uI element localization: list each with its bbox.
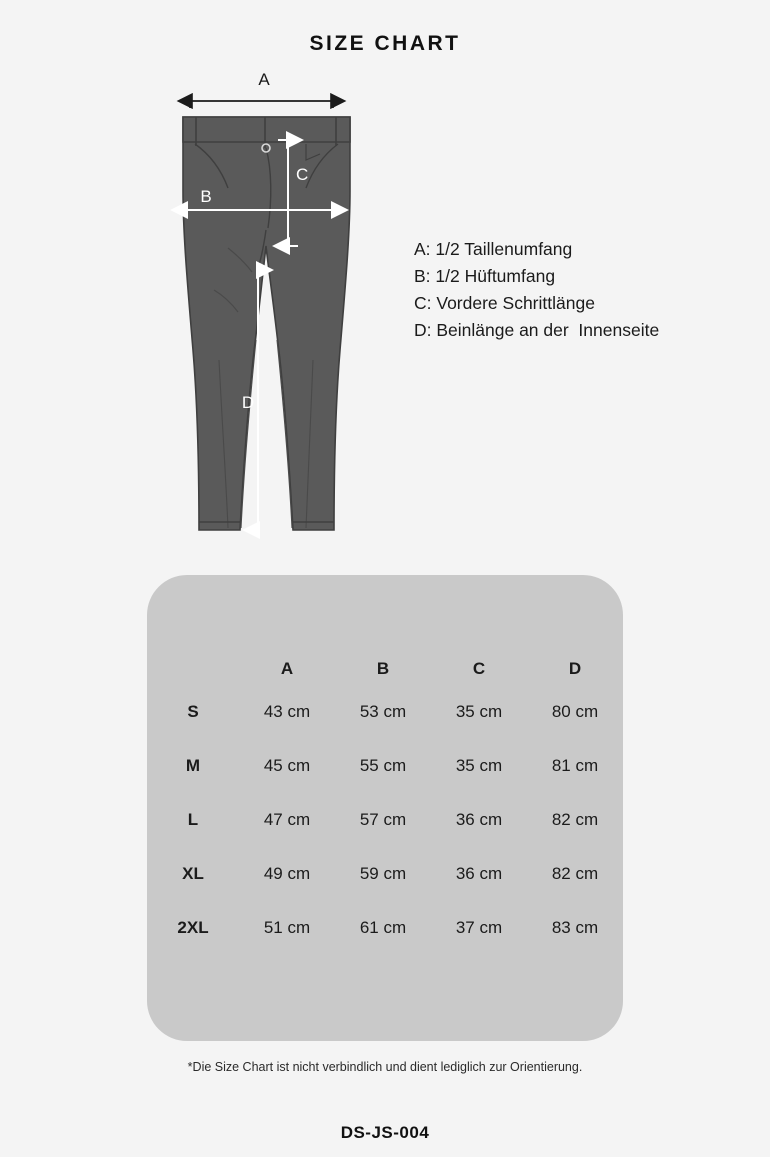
table-header-row (147, 575, 623, 685)
size-table (147, 575, 623, 955)
table-header-b: B (376, 659, 390, 678)
page-title: SIZE CHART (309, 32, 461, 55)
row-size-label: XL (182, 864, 204, 883)
cell-a: 49 cm (263, 864, 311, 883)
row-size-label: M (185, 756, 201, 775)
footnote: *Die Size Chart ist nicht verbindlich und dient lediglich zur Orientierung. (187, 1060, 583, 1074)
cell-a: 47 cm (263, 810, 311, 829)
product-code: DS-JS-004 (340, 1123, 430, 1142)
legend-item-c: C: Vordere Schrittlänge (414, 293, 595, 313)
cell-a: 51 cm (263, 918, 311, 937)
jeans-shape (183, 117, 350, 530)
row-size-label: S (187, 702, 199, 721)
table-header-d: D (568, 659, 582, 678)
cell-d: 82 cm (551, 810, 599, 829)
cell-d: 82 cm (551, 864, 599, 883)
table-row (147, 793, 623, 847)
label-a: A (258, 70, 270, 89)
legend (414, 236, 744, 344)
table-row (147, 739, 623, 793)
legend-item-a: A: 1/2 Taillenumfang (414, 239, 573, 259)
cell-d: 83 cm (551, 918, 599, 937)
label-c: C (296, 165, 309, 184)
cell-a: 43 cm (263, 702, 311, 721)
cell-c: 37 cm (455, 918, 503, 937)
cell-b: 61 cm (359, 918, 407, 937)
cell-c: 35 cm (455, 756, 503, 775)
table-row (147, 847, 623, 901)
cell-b: 57 cm (359, 810, 407, 829)
cell-d: 80 cm (551, 702, 599, 721)
table-header-a: A (280, 659, 294, 678)
cell-b: 55 cm (359, 756, 407, 775)
label-b: B (200, 187, 212, 206)
row-size-label: L (187, 810, 199, 829)
legend-item-d: D: Beinlänge an der Innenseite (414, 320, 660, 340)
cell-c: 36 cm (455, 810, 503, 829)
label-d: D (241, 393, 255, 412)
cell-b: 59 cm (359, 864, 407, 883)
table-row (147, 685, 623, 739)
cell-c: 36 cm (455, 864, 503, 883)
row-size-label: 2XL (177, 918, 209, 937)
table-row (147, 901, 623, 955)
cell-b: 53 cm (359, 702, 407, 721)
legend-item-b: B: 1/2 Hüftumfang (414, 266, 556, 286)
table-corner-cell (147, 575, 239, 685)
table-header-c: C (472, 659, 486, 678)
cell-a: 45 cm (263, 756, 311, 775)
cell-c: 35 cm (455, 702, 503, 721)
measurement-a (190, 70, 333, 108)
cell-d: 81 cm (551, 756, 599, 775)
